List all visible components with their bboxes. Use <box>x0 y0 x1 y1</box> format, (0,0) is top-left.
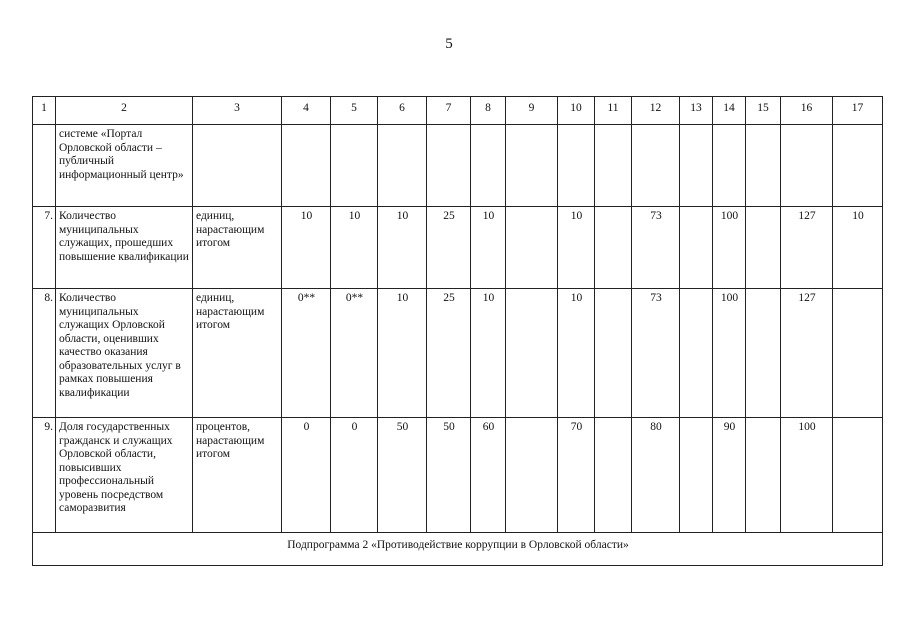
value-cell <box>680 125 713 207</box>
subprogram-row <box>33 533 883 566</box>
value-cell: 73 <box>632 207 680 289</box>
value-cell: 10 <box>471 207 506 289</box>
header-cell: 6 <box>378 97 427 125</box>
value-cell <box>680 207 713 289</box>
value-cell <box>506 207 558 289</box>
unit-cell: процентов, нарастающим итогом <box>193 418 282 533</box>
header-cell: 13 <box>680 97 713 125</box>
table-row <box>33 125 883 207</box>
header-cell: 12 <box>632 97 680 125</box>
value-cell: 0** <box>331 289 378 418</box>
table-row <box>33 289 883 418</box>
value-cell <box>595 125 632 207</box>
value-cell <box>471 125 506 207</box>
value-cell: 0 <box>331 418 378 533</box>
value-cell: 50 <box>378 418 427 533</box>
value-cell: 73 <box>632 289 680 418</box>
header-cell: 3 <box>193 97 282 125</box>
value-cell <box>746 289 781 418</box>
header-cell: 10 <box>558 97 595 125</box>
value-cell <box>558 125 595 207</box>
value-cell <box>833 418 883 533</box>
value-cell <box>595 289 632 418</box>
value-cell <box>506 418 558 533</box>
value-cell: 25 <box>427 289 471 418</box>
value-cell: 10 <box>558 207 595 289</box>
value-cell <box>713 125 746 207</box>
value-cell: 70 <box>558 418 595 533</box>
header-cell: 5 <box>331 97 378 125</box>
value-cell <box>506 125 558 207</box>
value-cell <box>746 418 781 533</box>
value-cell: 10 <box>558 289 595 418</box>
value-cell <box>378 125 427 207</box>
value-cell <box>833 125 883 207</box>
header-cell: 17 <box>833 97 883 125</box>
value-cell <box>595 207 632 289</box>
unit-cell: единиц, нарастающим итогом <box>193 207 282 289</box>
value-cell: 127 <box>781 289 833 418</box>
value-cell: 80 <box>632 418 680 533</box>
value-cell <box>506 289 558 418</box>
value-cell <box>427 125 471 207</box>
value-cell <box>781 125 833 207</box>
subprogram-title: Подпрограмма 2 «Противодействие коррупции в Орловской области» <box>33 533 883 566</box>
header-cell: 16 <box>781 97 833 125</box>
page-number: 5 <box>445 36 453 52</box>
header-cell: 2 <box>56 97 193 125</box>
value-cell: 50 <box>427 418 471 533</box>
value-cell <box>331 125 378 207</box>
value-cell: 25 <box>427 207 471 289</box>
table-row <box>33 418 883 533</box>
value-cell: 10 <box>378 207 427 289</box>
header-cell: 9 <box>506 97 558 125</box>
value-cell: 10 <box>471 289 506 418</box>
value-cell: 0** <box>282 289 331 418</box>
header-cell: 7 <box>427 97 471 125</box>
indicator-name: Количество муниципальных служащих Орловской области, оценивших качество оказания образовательных услуг в рамках повышения квалификации <box>56 289 193 418</box>
unit-cell <box>193 125 282 207</box>
table-row <box>33 207 883 289</box>
row-index: 8. <box>33 289 56 418</box>
value-cell <box>595 418 632 533</box>
value-cell: 100 <box>781 418 833 533</box>
indicator-name: Количество муниципальных служащих, прошедших повышение квалификации <box>56 207 193 289</box>
row-index <box>33 125 56 207</box>
value-cell <box>746 125 781 207</box>
unit-cell: единиц, нарастающим итогом <box>193 289 282 418</box>
header-cell: 4 <box>282 97 331 125</box>
indicators-table <box>32 96 883 566</box>
header-cell: 8 <box>471 97 506 125</box>
value-cell: 10 <box>331 207 378 289</box>
header-cell: 1 <box>33 97 56 125</box>
value-cell <box>282 125 331 207</box>
table-header-row <box>33 97 883 125</box>
value-cell <box>680 418 713 533</box>
value-cell: 90 <box>713 418 746 533</box>
value-cell <box>680 289 713 418</box>
value-cell: 127 <box>781 207 833 289</box>
value-cell: 60 <box>471 418 506 533</box>
value-cell: 10 <box>833 207 883 289</box>
value-cell <box>746 207 781 289</box>
value-cell: 100 <box>713 289 746 418</box>
value-cell <box>833 289 883 418</box>
row-index: 9. <box>33 418 56 533</box>
value-cell: 10 <box>282 207 331 289</box>
header-cell: 11 <box>595 97 632 125</box>
header-cell: 15 <box>746 97 781 125</box>
value-cell: 10 <box>378 289 427 418</box>
indicator-name: системе «Портал Орловской области – публичный информационный центр» <box>56 125 193 207</box>
row-index: 7. <box>33 207 56 289</box>
header-cell: 14 <box>713 97 746 125</box>
value-cell <box>632 125 680 207</box>
value-cell: 100 <box>713 207 746 289</box>
value-cell: 0 <box>282 418 331 533</box>
indicator-name: Доля государственных гражданск и служащих Орловской области, повысивших профессиональный уровень посредством саморазвития <box>56 418 193 533</box>
